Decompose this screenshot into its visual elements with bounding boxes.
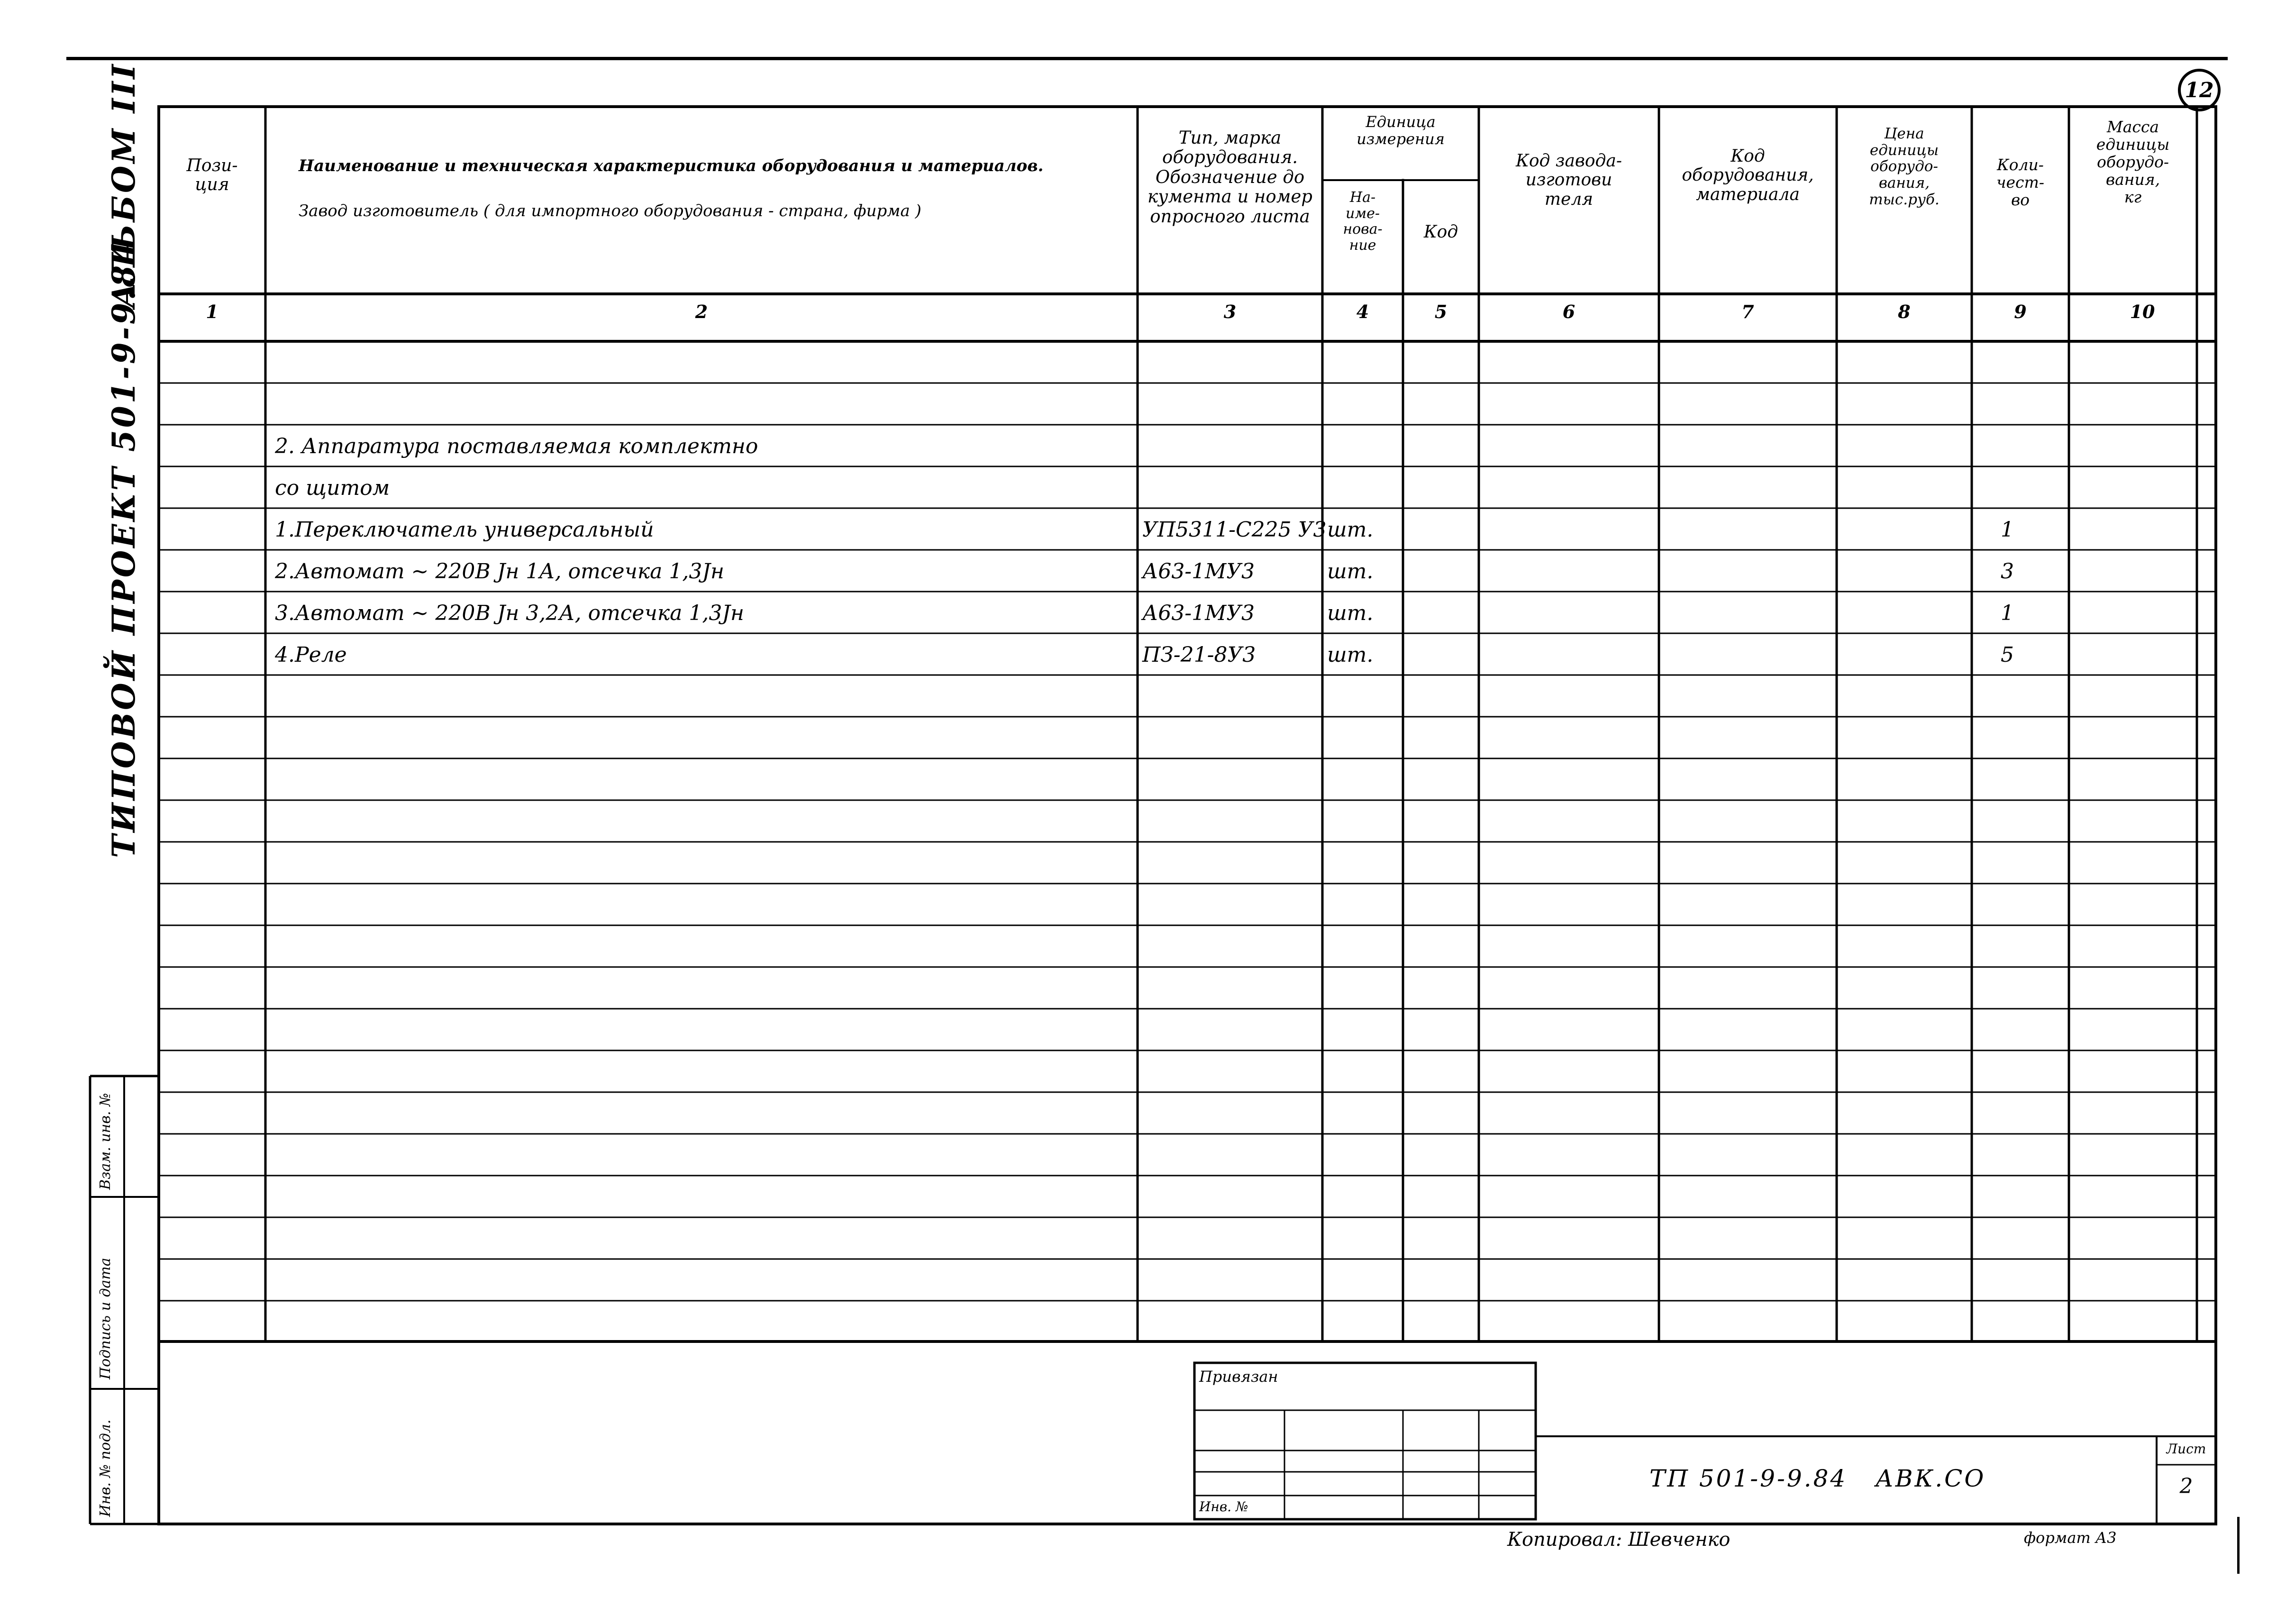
table-cell-unit: шт. <box>1327 559 1374 584</box>
header-name-line2: Завод изготовитель ( для импортного оборудования - страна, фирма ) <box>299 201 921 220</box>
header-manufacturer-code: Код завода- изготови теля <box>1516 151 1622 209</box>
table-cell-name: 1.Переключатель универсальный <box>275 518 654 542</box>
stamp-list-number: 2 <box>2179 1474 2193 1498</box>
table-cell-qty: 1 <box>2001 601 2014 625</box>
column-number: 2 <box>695 301 708 322</box>
header-unit-code: Код <box>1423 222 1458 242</box>
stamp-inv-podl: Инв. № подл. <box>97 1419 114 1517</box>
footer-copied: Копировал: Шевченко <box>1507 1529 1730 1551</box>
table-cell-qty: 1 <box>2001 518 2014 542</box>
sheet-number: 12 <box>2185 78 2214 102</box>
footer-format: формат А3 <box>2024 1529 2117 1547</box>
table-cell-qty: 5 <box>2001 643 2014 667</box>
column-number: 5 <box>1434 301 1448 322</box>
header-quantity: Коли- чест- во <box>1996 155 2044 209</box>
header-equipment-code: Код оборудования, материала <box>1682 146 1814 204</box>
stamp-podpis: Подпись и дата <box>97 1258 114 1379</box>
table-cell-name: 2. Аппаратура поставляемая комплектно <box>275 434 758 458</box>
table-cell-unit: шт. <box>1327 601 1374 625</box>
table-cell-type: А63-1МУ3 <box>1142 559 1255 584</box>
header-unit-name: На- име- нова- ние <box>1343 189 1383 254</box>
header-position: Пози- ция <box>186 156 238 195</box>
column-number: 8 <box>1898 301 1911 322</box>
stamp-vzam: Взам. инв. № <box>97 1093 114 1190</box>
table-cell-type: ПЗ-21-8У3 <box>1142 643 1256 667</box>
column-number: 3 <box>1223 301 1237 322</box>
right-edge-mark <box>2237 1517 2240 1574</box>
header-unit-group: Единица измерения <box>1357 113 1445 148</box>
column-number: 7 <box>1741 301 1754 322</box>
table-cell-qty: 3 <box>2001 559 2014 584</box>
column-number: 6 <box>1562 301 1576 322</box>
side-project-title: ТИПОВОЙ ПРОЕКТ 501-9-9.84 <box>105 238 142 858</box>
table-cell-unit: шт. <box>1327 643 1374 667</box>
table-cell-name: со щитом <box>275 476 390 500</box>
table-cell-unit: шт. <box>1327 518 1374 542</box>
table-cell-type: А63-1МУ3 <box>1142 601 1255 625</box>
stamp-privyazan: Привязан <box>1199 1368 1278 1386</box>
stamp-inv-no: Инв. № <box>1199 1499 1248 1515</box>
document-code: ТП 501-9-9.84 АВК.СО <box>1649 1465 1986 1492</box>
header-name-line1: Наименование и техническая характеристика оборудования и материалов. <box>299 156 1044 175</box>
column-number: 9 <box>2014 301 2027 322</box>
table-cell-name: 2.Автомат ~ 220В Jн 1А, отсечка 1,3Jн <box>275 559 724 584</box>
table-cell-type: УП5311-С225 У3 <box>1142 518 1327 542</box>
column-number: 4 <box>1356 301 1369 322</box>
column-number: 10 <box>2130 301 2155 322</box>
header-type: Тип, марка оборудования. Обозначение до кумента и номер опросного листа <box>1148 128 1312 227</box>
table-cell-name: 3.Автомат ~ 220В Jн 3,2А, отсечка 1,3Jн <box>275 601 744 625</box>
table-cell-name: 4.Реле <box>275 643 347 667</box>
side-album-title: АЛЬБОМ III <box>105 62 142 308</box>
column-number: 1 <box>206 301 219 322</box>
header-mass: Масса единицы оборудо- вания, кг <box>2096 118 2170 206</box>
stamp-list-label: Лист <box>2166 1441 2206 1457</box>
header-price: Цена единицы оборудо- вания, тыс.руб. <box>1869 125 1940 208</box>
